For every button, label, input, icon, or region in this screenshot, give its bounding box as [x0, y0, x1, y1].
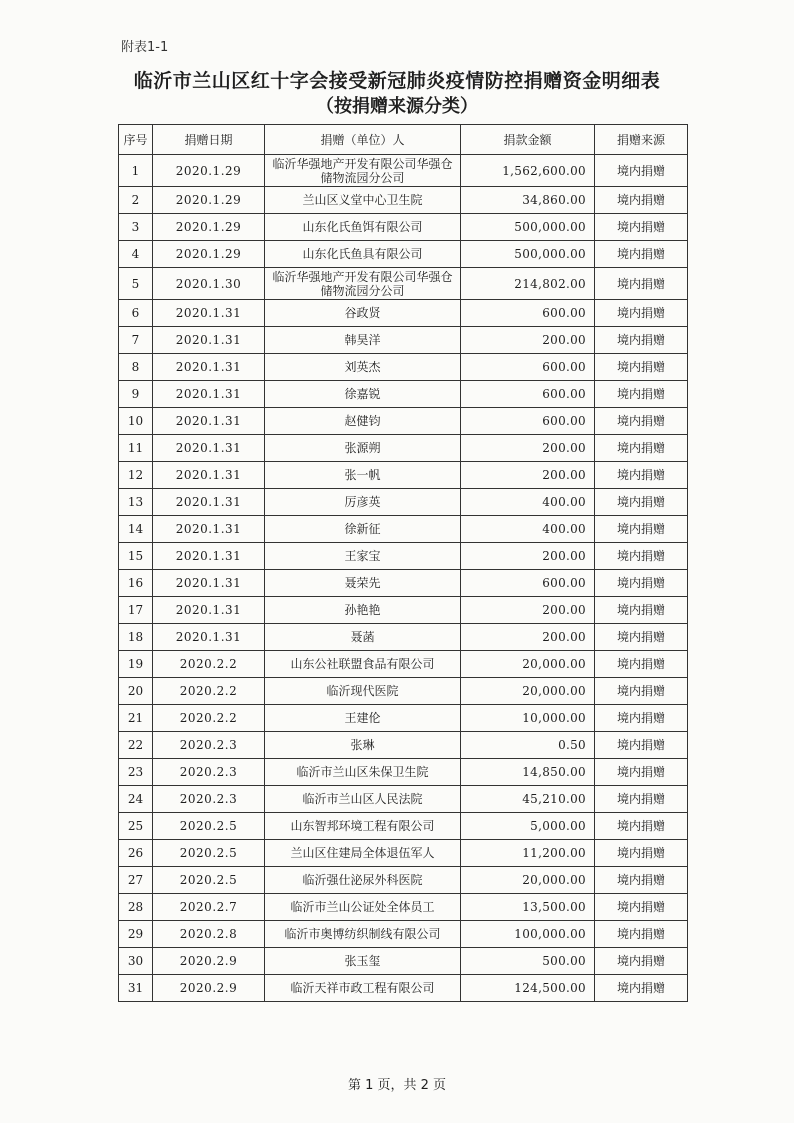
table-row	[119, 624, 688, 651]
cell-no: 9	[119, 381, 153, 408]
cell-no: 28	[119, 894, 153, 921]
table-row	[119, 921, 688, 948]
cell-source: 境内捐赠	[595, 187, 688, 214]
table-row	[119, 570, 688, 597]
table-row	[119, 327, 688, 354]
attachment-label: 附表1-1	[121, 40, 169, 55]
cell-donor: 山东智邦环境工程有限公司	[265, 813, 461, 840]
cell-source: 境内捐赠	[595, 867, 688, 894]
cell-source: 境内捐赠	[595, 435, 688, 462]
cell-source: 境内捐赠	[595, 948, 688, 975]
cell-source: 境内捐赠	[595, 489, 688, 516]
cell-date: 2020.1.31	[153, 381, 265, 408]
cell-amount: 200.00	[461, 327, 595, 354]
table-row	[119, 435, 688, 462]
cell-donor: 兰山区住建局全体退伍军人	[265, 840, 461, 867]
table-row	[119, 678, 688, 705]
cell-date: 2020.1.31	[153, 327, 265, 354]
cell-donor: 王建伦	[265, 705, 461, 732]
cell-donor: 临沂华强地产开发有限公司华强仓储物流园分公司	[265, 155, 461, 187]
cell-no: 6	[119, 300, 153, 327]
document-title: 临沂市兰山区红十字会接受新冠肺炎疫情防控捐赠资金明细表	[133, 70, 661, 92]
cell-no: 5	[119, 268, 153, 300]
cell-donor: 聂荣先	[265, 570, 461, 597]
cell-amount: 214,802.00	[461, 268, 595, 300]
cell-donor: 临沂现代医院	[265, 678, 461, 705]
cell-date: 2020.1.31	[153, 543, 265, 570]
cell-amount: 10,000.00	[461, 705, 595, 732]
cell-source: 境内捐赠	[595, 354, 688, 381]
table-row	[119, 462, 688, 489]
cell-no: 21	[119, 705, 153, 732]
cell-donor: 临沂市兰山区朱保卫生院	[265, 759, 461, 786]
cell-amount: 100,000.00	[461, 921, 595, 948]
cell-no: 26	[119, 840, 153, 867]
cell-source: 境内捐赠	[595, 759, 688, 786]
cell-source: 境内捐赠	[595, 732, 688, 759]
cell-donor: 临沂强仕泌尿外科医院	[265, 867, 461, 894]
cell-amount: 124,500.00	[461, 975, 595, 1002]
page-footer: 第 1 页，共 2 页	[347, 1078, 447, 1093]
cell-no: 20	[119, 678, 153, 705]
cell-no: 29	[119, 921, 153, 948]
cell-no: 31	[119, 975, 153, 1002]
cell-date: 2020.2.9	[153, 975, 265, 1002]
cell-amount: 400.00	[461, 489, 595, 516]
cell-donor: 王家宝	[265, 543, 461, 570]
cell-source: 境内捐赠	[595, 651, 688, 678]
cell-donor: 山东化氏鱼具有限公司	[265, 241, 461, 268]
cell-date: 2020.2.5	[153, 867, 265, 894]
cell-source: 境内捐赠	[595, 241, 688, 268]
cell-date: 2020.1.29	[153, 155, 265, 187]
cell-date: 2020.1.29	[153, 241, 265, 268]
cell-no: 25	[119, 813, 153, 840]
cell-source: 境内捐赠	[595, 624, 688, 651]
cell-no: 19	[119, 651, 153, 678]
cell-no: 11	[119, 435, 153, 462]
table-row	[119, 381, 688, 408]
table-row	[119, 597, 688, 624]
cell-source: 境内捐赠	[595, 381, 688, 408]
cell-source: 境内捐赠	[595, 300, 688, 327]
cell-no: 16	[119, 570, 153, 597]
cell-no: 10	[119, 408, 153, 435]
cell-date: 2020.2.2	[153, 651, 265, 678]
table-row	[119, 268, 688, 300]
cell-donor: 孙艳艳	[265, 597, 461, 624]
cell-date: 2020.2.5	[153, 840, 265, 867]
cell-date: 2020.1.31	[153, 300, 265, 327]
cell-donor: 徐嘉锐	[265, 381, 461, 408]
cell-donor: 张源朔	[265, 435, 461, 462]
cell-date: 2020.1.31	[153, 624, 265, 651]
cell-no: 27	[119, 867, 153, 894]
table-row	[119, 948, 688, 975]
cell-date: 2020.2.3	[153, 732, 265, 759]
cell-donor: 聂菡	[265, 624, 461, 651]
cell-source: 境内捐赠	[595, 408, 688, 435]
cell-amount: 200.00	[461, 597, 595, 624]
table-row	[119, 705, 688, 732]
cell-donor: 厉彦英	[265, 489, 461, 516]
table-row	[119, 840, 688, 867]
cell-amount: 600.00	[461, 300, 595, 327]
cell-date: 2020.2.3	[153, 786, 265, 813]
cell-date: 2020.2.9	[153, 948, 265, 975]
cell-date: 2020.1.31	[153, 597, 265, 624]
cell-source: 境内捐赠	[595, 597, 688, 624]
cell-donor: 临沂天祥市政工程有限公司	[265, 975, 461, 1002]
cell-date: 2020.1.31	[153, 408, 265, 435]
cell-date: 2020.1.29	[153, 187, 265, 214]
table-row	[119, 543, 688, 570]
cell-no: 13	[119, 489, 153, 516]
cell-date: 2020.1.31	[153, 354, 265, 381]
cell-amount: 1,562,600.00	[461, 155, 595, 187]
cell-source: 境内捐赠	[595, 155, 688, 187]
cell-amount: 200.00	[461, 435, 595, 462]
table-row	[119, 155, 688, 187]
cell-amount: 14,850.00	[461, 759, 595, 786]
table-row	[119, 651, 688, 678]
cell-no: 14	[119, 516, 153, 543]
table-row	[119, 786, 688, 813]
cell-source: 境内捐赠	[595, 327, 688, 354]
cell-date: 2020.1.29	[153, 214, 265, 241]
table-body	[119, 155, 688, 1002]
cell-date: 2020.2.2	[153, 678, 265, 705]
cell-no: 23	[119, 759, 153, 786]
cell-amount: 600.00	[461, 408, 595, 435]
cell-date: 2020.2.8	[153, 921, 265, 948]
header-date: 捐赠日期	[153, 125, 265, 155]
document-subtitle: （按捐赠来源分类）	[316, 96, 478, 117]
cell-donor: 徐新征	[265, 516, 461, 543]
cell-donor: 山东公社联盟食品有限公司	[265, 651, 461, 678]
cell-no: 18	[119, 624, 153, 651]
cell-date: 2020.2.5	[153, 813, 265, 840]
cell-amount: 600.00	[461, 354, 595, 381]
cell-amount: 20,000.00	[461, 867, 595, 894]
cell-source: 境内捐赠	[595, 516, 688, 543]
cell-source: 境内捐赠	[595, 921, 688, 948]
cell-donor: 兰山区义堂中心卫生院	[265, 187, 461, 214]
cell-donor: 张玉玺	[265, 948, 461, 975]
cell-amount: 600.00	[461, 381, 595, 408]
cell-donor: 临沂华强地产开发有限公司华强仓储物流园分公司	[265, 268, 461, 300]
cell-date: 2020.2.2	[153, 705, 265, 732]
cell-no: 1	[119, 155, 153, 187]
cell-no: 2	[119, 187, 153, 214]
table-row	[119, 300, 688, 327]
cell-date: 2020.2.3	[153, 759, 265, 786]
cell-amount: 400.00	[461, 516, 595, 543]
table-row	[119, 214, 688, 241]
table-row	[119, 975, 688, 1002]
cell-source: 境内捐赠	[595, 678, 688, 705]
cell-donor: 刘英杰	[265, 354, 461, 381]
cell-amount: 500,000.00	[461, 241, 595, 268]
table-row	[119, 516, 688, 543]
cell-date: 2020.2.7	[153, 894, 265, 921]
cell-donor: 韩昊洋	[265, 327, 461, 354]
cell-no: 7	[119, 327, 153, 354]
cell-no: 15	[119, 543, 153, 570]
cell-donor: 张一帆	[265, 462, 461, 489]
table-row	[119, 354, 688, 381]
cell-source: 境内捐赠	[595, 705, 688, 732]
cell-source: 境内捐赠	[595, 840, 688, 867]
cell-date: 2020.1.31	[153, 435, 265, 462]
cell-date: 2020.1.31	[153, 462, 265, 489]
table-row	[119, 867, 688, 894]
cell-date: 2020.1.30	[153, 268, 265, 300]
table-row	[119, 759, 688, 786]
cell-amount: 20,000.00	[461, 678, 595, 705]
cell-donor: 赵健钧	[265, 408, 461, 435]
cell-amount: 200.00	[461, 462, 595, 489]
cell-source: 境内捐赠	[595, 543, 688, 570]
cell-no: 17	[119, 597, 153, 624]
cell-amount: 500,000.00	[461, 214, 595, 241]
cell-amount: 11,200.00	[461, 840, 595, 867]
cell-amount: 5,000.00	[461, 813, 595, 840]
cell-donor: 山东化氏鱼饵有限公司	[265, 214, 461, 241]
cell-amount: 0.50	[461, 732, 595, 759]
cell-source: 境内捐赠	[595, 462, 688, 489]
header-no: 序号	[119, 125, 153, 155]
table-row	[119, 408, 688, 435]
donation-table	[118, 124, 688, 1002]
header-amount: 捐款金额	[461, 125, 595, 155]
cell-amount: 600.00	[461, 570, 595, 597]
cell-donor: 临沂市兰山区人民法院	[265, 786, 461, 813]
table-row	[119, 187, 688, 214]
cell-source: 境内捐赠	[595, 786, 688, 813]
table-row	[119, 489, 688, 516]
cell-amount: 200.00	[461, 624, 595, 651]
cell-amount: 45,210.00	[461, 786, 595, 813]
cell-amount: 500.00	[461, 948, 595, 975]
cell-source: 境内捐赠	[595, 813, 688, 840]
cell-date: 2020.1.31	[153, 516, 265, 543]
cell-no: 22	[119, 732, 153, 759]
cell-amount: 34,860.00	[461, 187, 595, 214]
cell-date: 2020.1.31	[153, 570, 265, 597]
cell-source: 境内捐赠	[595, 570, 688, 597]
cell-source: 境内捐赠	[595, 268, 688, 300]
header-donor: 捐赠（单位）人	[265, 125, 461, 155]
cell-source: 境内捐赠	[595, 214, 688, 241]
header-source: 捐赠来源	[595, 125, 688, 155]
cell-source: 境内捐赠	[595, 975, 688, 1002]
table-row	[119, 894, 688, 921]
cell-no: 12	[119, 462, 153, 489]
cell-date: 2020.1.31	[153, 489, 265, 516]
table-header-row	[119, 125, 688, 155]
table-row	[119, 241, 688, 268]
cell-donor: 谷政贤	[265, 300, 461, 327]
table-row	[119, 813, 688, 840]
cell-amount: 20,000.00	[461, 651, 595, 678]
cell-source: 境内捐赠	[595, 894, 688, 921]
cell-no: 4	[119, 241, 153, 268]
cell-no: 24	[119, 786, 153, 813]
cell-no: 8	[119, 354, 153, 381]
cell-no: 30	[119, 948, 153, 975]
cell-amount: 200.00	[461, 543, 595, 570]
cell-no: 3	[119, 214, 153, 241]
cell-donor: 临沂市奥博纺织制线有限公司	[265, 921, 461, 948]
cell-amount: 13,500.00	[461, 894, 595, 921]
table-row	[119, 732, 688, 759]
cell-donor: 张琳	[265, 732, 461, 759]
cell-donor: 临沂市兰山公证处全体员工	[265, 894, 461, 921]
